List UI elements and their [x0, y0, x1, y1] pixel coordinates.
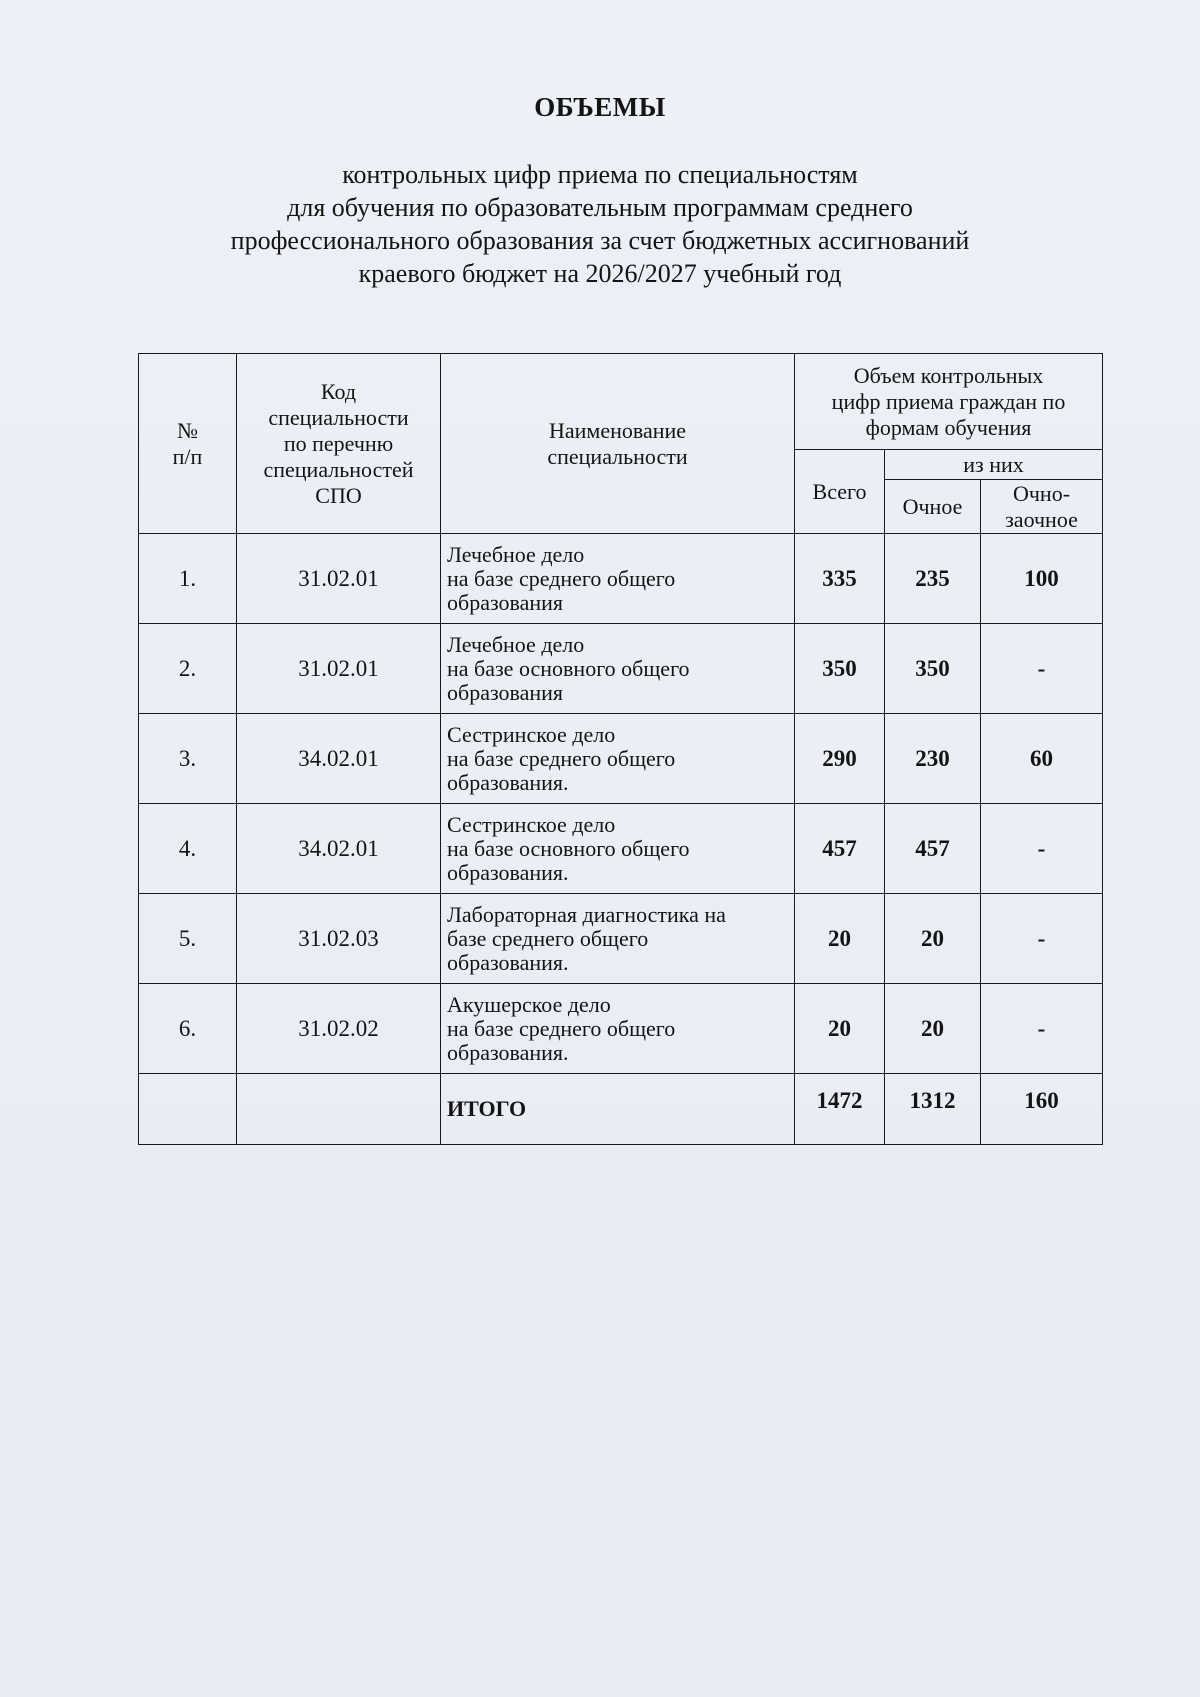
row-number: 5.: [139, 894, 237, 984]
subtitle-line: краевого бюджет на 2026/2027 учебный год: [358, 259, 842, 288]
specialty-code: 34.02.01: [237, 714, 441, 804]
row-number: 2.: [139, 624, 237, 714]
table-row: [139, 534, 1103, 624]
specialty-code: 31.02.03: [237, 894, 441, 984]
table-row: [139, 894, 1103, 984]
header-specialty-name: Наименование специальности: [441, 354, 795, 534]
header-total: Всего: [795, 450, 885, 534]
grand-full-time-value: 1312: [885, 1074, 981, 1145]
specialty-code: 31.02.01: [237, 534, 441, 624]
table-row: [139, 984, 1103, 1074]
part-time-value: 100: [981, 534, 1103, 624]
full-time-value: 457: [885, 804, 981, 894]
header-number: № п/п: [139, 354, 237, 534]
full-time-value: 230: [885, 714, 981, 804]
header-part-time: Очно- заочное: [981, 480, 1103, 534]
subtitle-line: профессионального образования за счет бюджетных ассигнований: [230, 226, 970, 255]
specialty-code: 31.02.01: [237, 624, 441, 714]
admission-quota-table: [138, 353, 1103, 1145]
specialty-name: Сестринское дело на базе среднего общего образования.: [441, 714, 795, 804]
total-value: 290: [795, 714, 885, 804]
part-time-value: -: [981, 984, 1103, 1074]
row-number: 1.: [139, 534, 237, 624]
full-time-value: 350: [885, 624, 981, 714]
total-value: 20: [795, 894, 885, 984]
part-time-value: -: [981, 624, 1103, 714]
specialty-name: Лечебное дело на базе среднего общего образования: [441, 534, 795, 624]
header-of-them: из них: [885, 450, 1103, 480]
empty-cell: [237, 1074, 441, 1145]
document-title: ОБЪЕМЫ: [534, 92, 666, 122]
specialty-name: Сестринское дело на базе основного общего образования.: [441, 804, 795, 894]
full-time-value: 20: [885, 984, 981, 1074]
specialty-code: 34.02.01: [237, 804, 441, 894]
total-row: [139, 1074, 1103, 1145]
table-row: [139, 624, 1103, 714]
table-row: [139, 804, 1103, 894]
full-time-value: 20: [885, 894, 981, 984]
part-time-value: -: [981, 804, 1103, 894]
grand-total-value: 1472: [795, 1074, 885, 1145]
header-full-time: Очное: [885, 480, 981, 534]
header-specialty-code: Код специальности по перечню специальностей СПО: [237, 354, 441, 534]
empty-cell: [139, 1074, 237, 1145]
part-time-value: -: [981, 894, 1103, 984]
subtitle-line: для обучения по образовательным программам среднего: [287, 193, 913, 222]
row-number: 6.: [139, 984, 237, 1074]
grand-part-time-value: 160: [981, 1074, 1103, 1145]
total-value: 20: [795, 984, 885, 1074]
subtitle-line: контрольных цифр приема по специальностям: [342, 160, 858, 189]
total-value: 350: [795, 624, 885, 714]
part-time-value: 60: [981, 714, 1103, 804]
document-subtitle: [150, 158, 1050, 290]
specialty-name: Акушерское дело на базе среднего общего образования.: [441, 984, 795, 1074]
total-label: ИТОГО: [441, 1074, 795, 1145]
total-value: 335: [795, 534, 885, 624]
specialty-code: 31.02.02: [237, 984, 441, 1074]
row-number: 3.: [139, 714, 237, 804]
full-time-value: 235: [885, 534, 981, 624]
specialty-name: Лечебное дело на базе основного общего образования: [441, 624, 795, 714]
row-number: 4.: [139, 804, 237, 894]
total-value: 457: [795, 804, 885, 894]
specialty-name: Лабораторная диагностика на базе среднего общего образования.: [441, 894, 795, 984]
table-row: [139, 714, 1103, 804]
header-admission-volume: Объем контрольных цифр приема граждан по формам обучения: [795, 354, 1103, 450]
